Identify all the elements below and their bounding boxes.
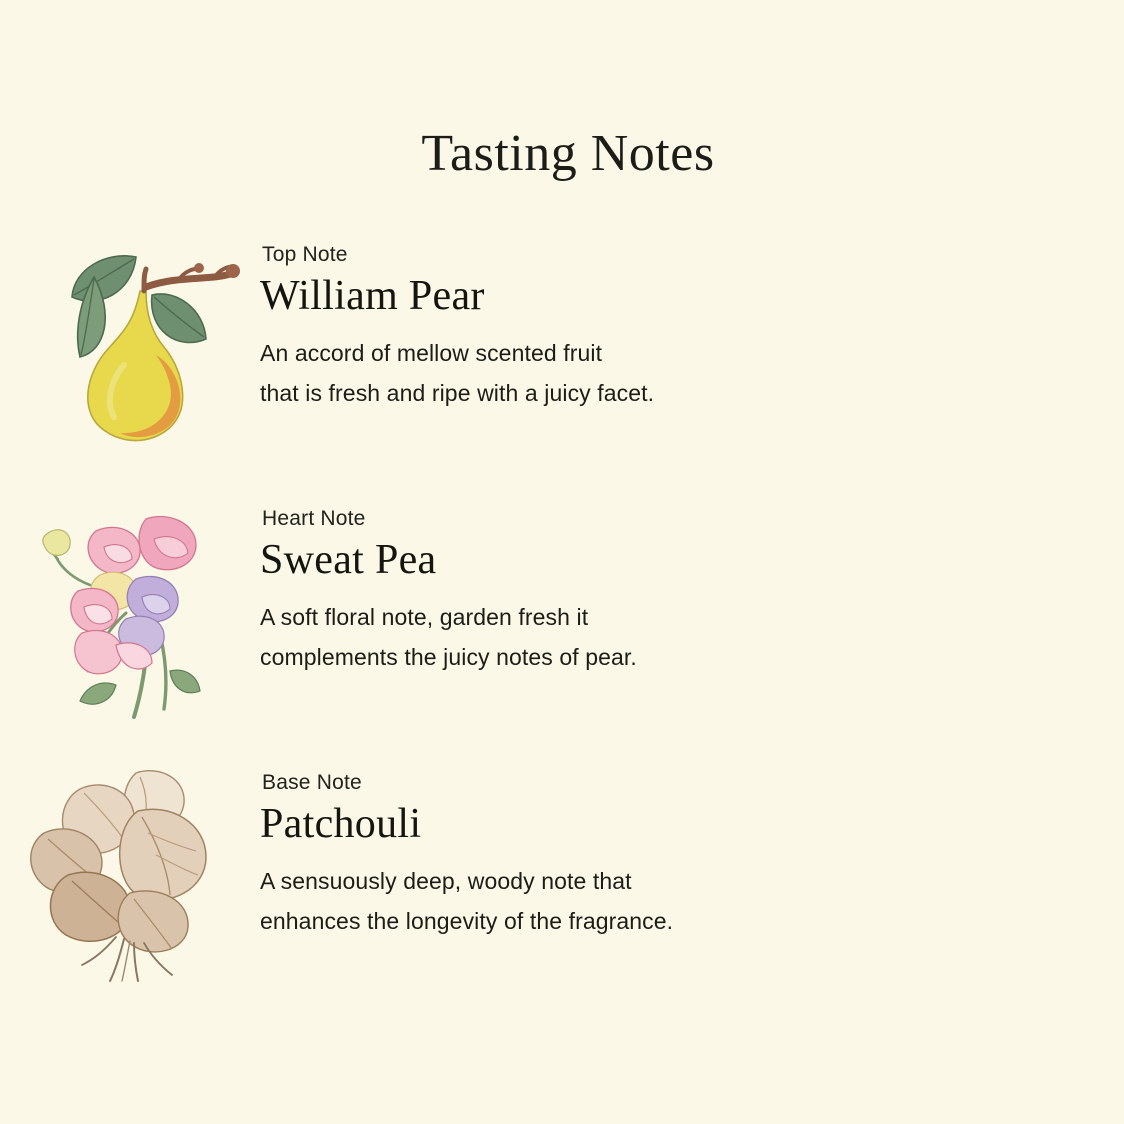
sweet-pea-illustration (0, 495, 260, 723)
note-item-base (0, 759, 1124, 987)
note-description-line-1: A sensuously deep, woody note that (260, 868, 632, 895)
note-description (260, 597, 637, 678)
note-description-line-1: An accord of mellow scented fruit (260, 340, 603, 367)
note-text-heart (260, 495, 637, 678)
note-description-line-2: complements the juicy notes of pear. (260, 644, 637, 671)
note-description-line-2: enhances the longevity of the fragrance. (260, 908, 674, 935)
note-item-heart (0, 495, 1124, 723)
note-name: William Pear (260, 273, 485, 319)
notes-list (0, 231, 1124, 987)
note-text-top (260, 231, 654, 414)
note-name: Patchouli (260, 801, 422, 847)
note-description-line-2: that is fresh and ripe with a juicy facet. (260, 380, 655, 407)
note-description (260, 333, 654, 414)
note-name: Sweat Pea (260, 537, 437, 583)
patchouli-illustration (0, 759, 260, 987)
note-description-line-1: A soft floral note, garden fresh it (260, 604, 589, 631)
note-kicker: Base Note (262, 771, 362, 794)
page-title: Tasting Notes (421, 125, 715, 182)
note-kicker: Top Note (262, 243, 348, 266)
note-text-base (260, 759, 673, 942)
pear-illustration (0, 231, 260, 459)
note-kicker: Heart Note (262, 507, 366, 530)
note-description (260, 861, 673, 942)
note-item-top (0, 231, 1124, 459)
